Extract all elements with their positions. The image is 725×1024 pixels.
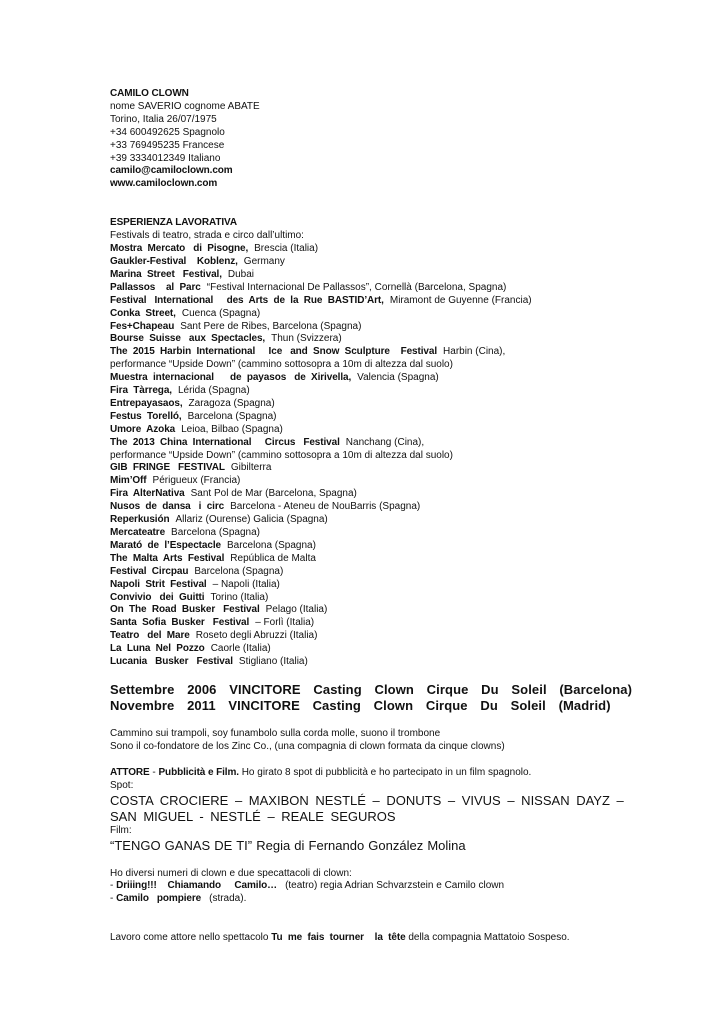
festival-item bbox=[110, 630, 710, 643]
cv-page bbox=[110, 88, 710, 945]
festival-item bbox=[110, 243, 710, 256]
show-prefix: - bbox=[110, 893, 117, 905]
experience-intro: Festivals di teatro, strada e circo dall’ultimo: bbox=[110, 230, 304, 242]
festival-location: República de Malta bbox=[230, 552, 316, 564]
festival-name: Lucania Busker Festival bbox=[110, 656, 233, 668]
festival-location: Pelago (Italia) bbox=[265, 604, 328, 616]
festival-name: Pallassos al Parc bbox=[110, 281, 201, 293]
festival-name: Bourse Suisse aux Spectacles, bbox=[110, 333, 266, 345]
festival-item bbox=[110, 501, 710, 514]
festival-location: – Forlì (Italia) bbox=[255, 617, 315, 629]
current-show-title: Tu me fais tourner la tête bbox=[271, 932, 406, 944]
current-work-after: della compagnia Mattatoio Sospeso. bbox=[405, 932, 570, 944]
festival-location: “Festival Internacional De Pallassos”, Cornellà (Barcelona, Spagna) bbox=[206, 281, 507, 293]
festival-item bbox=[110, 424, 710, 437]
festival-name: Napoli Strit Festival bbox=[110, 578, 207, 590]
festival-item bbox=[110, 643, 710, 656]
festival-location: Torino (Italia) bbox=[210, 591, 269, 603]
festival-location: Brescia (Italia) bbox=[254, 243, 319, 255]
actor-line bbox=[110, 767, 710, 780]
festival-item bbox=[110, 372, 710, 385]
phone-line: +39 3334012349 Italiano bbox=[110, 152, 221, 164]
festival-location: Nanchang (Cina), bbox=[345, 436, 425, 448]
festival-name: Mostra Mercato di Pisogne, bbox=[110, 243, 249, 255]
festival-name: Reperkusión bbox=[110, 514, 170, 526]
festival-item bbox=[110, 514, 710, 527]
festival-item bbox=[110, 398, 710, 411]
festival-name: La Luna Nel Pozzo bbox=[110, 643, 205, 655]
spacer bbox=[110, 191, 710, 204]
shows-intro: Ho diversi numeri di clown e due specattacoli di clown: bbox=[110, 867, 352, 879]
festival-item bbox=[110, 437, 710, 450]
festival-item bbox=[110, 321, 710, 334]
festival-location: Leioa, Bilbao (Spagna) bbox=[181, 423, 283, 435]
festival-name: The Malta Arts Festival bbox=[110, 552, 225, 564]
festival-location: Thun (Svizzera) bbox=[271, 333, 342, 345]
show-title: Camilo pompiere bbox=[116, 893, 202, 905]
current-work-before: Lavoro come attore nello spettacolo bbox=[110, 932, 272, 944]
festival-list bbox=[110, 243, 710, 669]
festival-location: Barcelona (Spagna) bbox=[171, 527, 260, 538]
festival-note: performance “Upside Down” (cammino sottosopra a 10m di altezza dal suolo) bbox=[110, 449, 453, 461]
award-line: Settembre 2006 VINCITORE Casting Clown Cirque Du Soleil (Barcelona) bbox=[110, 681, 633, 697]
festival-location: Allariz (Ourense) Galicia (Spagna) bbox=[175, 514, 328, 526]
festival-name: Festival Circpau bbox=[110, 565, 189, 577]
show-description: (teatro) regia Adrian Schvarzstein e Camilo clown bbox=[285, 880, 505, 892]
festival-location: Valencia (Spagna) bbox=[357, 372, 439, 384]
festival-location: Germany bbox=[243, 255, 285, 267]
spacer bbox=[110, 854, 710, 868]
festival-name: Mim’Off bbox=[110, 475, 147, 487]
spot-label: Spot: bbox=[110, 779, 134, 791]
festival-location: Cuenca (Spagna) bbox=[181, 307, 261, 319]
festival-item bbox=[110, 462, 710, 475]
festival-item bbox=[110, 308, 710, 321]
festival-note: performance “Upside Down” (cammino sottosopra a 10m di altezza dal suolo) bbox=[110, 359, 453, 371]
festival-location: Roseto degli Abruzzi (Italia) bbox=[195, 630, 318, 642]
festival-location: Stigliano (Italia) bbox=[238, 656, 308, 668]
actor-label: ATTORE bbox=[110, 766, 150, 778]
festival-item bbox=[110, 592, 710, 605]
show-title: Driiing!!! Chiamando Camilo… bbox=[116, 880, 278, 892]
phone-line: +33 769495235 Francese bbox=[110, 139, 225, 151]
festival-location: Dubai bbox=[227, 268, 255, 280]
festival-item bbox=[110, 488, 710, 501]
website-link[interactable]: www.camiloclown.com bbox=[110, 178, 218, 190]
spacer bbox=[110, 714, 710, 728]
actor-dash: - bbox=[149, 766, 159, 778]
festival-item bbox=[110, 566, 710, 579]
personal-info-line: Torino, Italia 26/07/1975 bbox=[110, 113, 217, 125]
skills-line: Cammino sui trampoli, soy funambolo sulla corda molle, suono il trombone bbox=[110, 727, 441, 739]
festival-location: Caorle (Italia) bbox=[210, 643, 271, 655]
festival-item bbox=[110, 411, 710, 424]
current-work-line bbox=[110, 932, 710, 945]
festival-item bbox=[110, 295, 710, 308]
festival-item bbox=[110, 256, 710, 269]
actor-description: Ho girato 8 spot di pubblicità e ho partecipato in un film spagnolo. bbox=[238, 766, 532, 778]
festival-item bbox=[110, 346, 710, 359]
festival-name: The 2013 China International Circus Festival bbox=[110, 436, 340, 448]
festival-name: Fira AlterNativa bbox=[110, 488, 185, 500]
email-link[interactable]: camilo@camiloclown.com bbox=[110, 165, 233, 177]
festival-item bbox=[110, 269, 710, 282]
festival-name: Marató de l’Espectacle bbox=[110, 539, 221, 551]
show-item bbox=[110, 880, 710, 893]
festival-name: Fira Tàrrega, bbox=[110, 385, 172, 397]
show-item bbox=[110, 893, 710, 906]
show-description: (strada). bbox=[209, 893, 247, 905]
show-prefix: - bbox=[110, 880, 117, 892]
spacer bbox=[110, 204, 710, 217]
festival-item bbox=[110, 282, 710, 295]
festival-location: Sant Pere de Ribes, Barcelona (Spagna) bbox=[180, 320, 362, 332]
festival-name: Umore Azoka bbox=[110, 423, 176, 435]
festival-location: Lérida (Spagna) bbox=[177, 385, 250, 397]
spacer bbox=[110, 754, 710, 767]
festival-name: The 2015 Harbin International Ice and Snow Sculpture Festival bbox=[110, 346, 438, 358]
festival-location: Barcelona (Spagna) bbox=[226, 539, 316, 551]
advertising-film-label: Pubblicità e Film. bbox=[158, 766, 239, 778]
festival-name: Convivio dei Guitti bbox=[110, 591, 205, 603]
festival-location: Barcelona (Spagna) bbox=[194, 565, 284, 577]
film-title: “TENGO GANAS DE TI” Regia di Fernando González Molina bbox=[110, 837, 466, 853]
festival-name: Gaukler-Festival Koblenz, bbox=[110, 255, 238, 267]
festival-item bbox=[110, 604, 710, 617]
festival-location: Sant Pol de Mar (Barcelona, Spagna) bbox=[190, 488, 357, 500]
festival-item bbox=[110, 617, 710, 630]
award-line: Novembre 2011 VINCITORE Casting Clown Cirque Du Soleil (Madrid) bbox=[110, 697, 611, 713]
festival-name: On The Road Busker Festival bbox=[110, 604, 260, 616]
festival-name: Marina Street Festival, bbox=[110, 268, 222, 280]
skills-line: Sono il co-fondatore de los Zinc Co., (una compagnia di clown formata da cinque clowns) bbox=[110, 740, 505, 752]
festival-name: GIB FRINGE FESTIVAL bbox=[110, 462, 225, 474]
festival-item bbox=[110, 527, 710, 540]
festival-location: Harbin (Cina), bbox=[443, 346, 506, 358]
festival-name: Festival International des Arts de la Rue BASTID’Art, bbox=[110, 294, 384, 306]
cv-name: CAMILO CLOWN bbox=[110, 88, 189, 99]
festival-location: – Napoli (Italia) bbox=[212, 578, 280, 590]
festival-name: Teatro del Mare bbox=[110, 630, 190, 642]
spot-list-line: COSTA CROCIERE – MAXIBON NESTLÉ – DONUTS – VIVUS – NISSAN DAYZ – bbox=[110, 792, 624, 808]
festival-location: Miramont de Guyenne (Francia) bbox=[389, 294, 532, 306]
spot-list-line: SAN MIGUEL - NESTLÉ – REALE SEGUROS bbox=[110, 808, 396, 824]
festival-item bbox=[110, 385, 710, 398]
personal-info-line: nome SAVERIO cognome ABATE bbox=[110, 100, 260, 112]
spacer bbox=[110, 906, 710, 919]
spacer bbox=[110, 669, 710, 682]
festival-item bbox=[110, 333, 710, 346]
festival-name: Muestra internacional de payasos de Xirivella, bbox=[110, 372, 352, 384]
experience-heading: ESPERIENZA LAVORATIVA bbox=[110, 217, 237, 229]
festival-location: Zaragoza (Spagna) bbox=[188, 397, 275, 409]
festival-location: Gibilterra bbox=[230, 462, 272, 474]
festival-location: Barcelona - Ateneu de NouBarris (Spagna) bbox=[230, 501, 421, 513]
festival-name: Mercateatre bbox=[110, 527, 166, 538]
spacer bbox=[110, 919, 710, 932]
festival-name: Fes+Chapeau bbox=[110, 320, 175, 332]
festival-name: Festus Torelló, bbox=[110, 410, 182, 422]
festival-item bbox=[110, 475, 710, 488]
festival-item bbox=[110, 540, 710, 553]
festival-item bbox=[110, 656, 710, 669]
film-label: Film: bbox=[110, 824, 132, 836]
festival-item bbox=[110, 553, 710, 566]
festival-location: Périgueux (Francia) bbox=[152, 475, 241, 487]
festival-name: Entrepayasaos, bbox=[110, 397, 183, 409]
festival-name: Conka Street, bbox=[110, 307, 176, 319]
festival-item bbox=[110, 579, 710, 592]
festival-location: Barcelona (Spagna) bbox=[187, 410, 277, 422]
festival-name: Nusos de dansa i circ bbox=[110, 501, 225, 513]
phone-line: +34 600492625 Spagnolo bbox=[110, 126, 225, 138]
festival-name: Santa Sofia Busker Festival bbox=[110, 617, 250, 629]
